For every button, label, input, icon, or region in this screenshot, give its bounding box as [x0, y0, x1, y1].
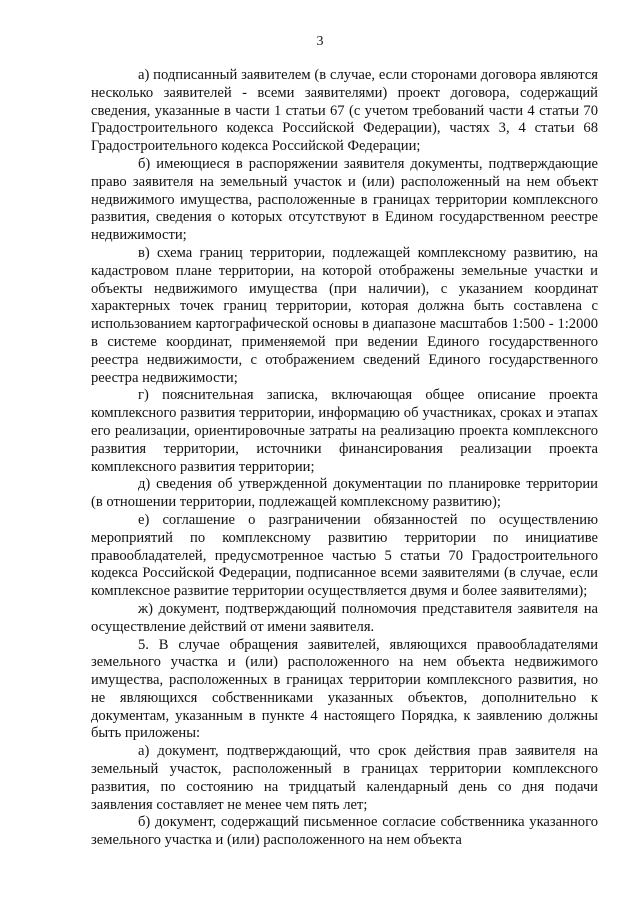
- paragraph-g: г) пояснительная записка, включающая общее описание проекта комплексного развития территории, информацию об участниках, сроках и этапах его реализации, ориентировочные затраты на реализацию проекта комплексного развития территории, источники финансирования реализации проекта комплексного развития территории;: [91, 387, 598, 475]
- paragraph-v: в) схема границ территории, подлежащей комплексному развитию, на кадастровом плане территории, на которой отображены земельные участки и объекты недвижимого имущества (при наличии), с указанием координат характерных точек границ территории, которая должна быть составлена с использованием картографической основы в диапазоне масштабов 1:500 - 1:2000 в системе координат, применяемой при ведении Единого государственного реестра недвижимости, с отображением сведений Единого государственного реестра недвижимости;: [91, 244, 598, 386]
- paragraph-e: е) соглашение о разграничении обязанностей по осуществлению мероприятий по комплексному развитию территории по инициативе правообладателей, предусмотренное частью 5 статьи 70 Градостроительного кодекса Российской Федерации, подписанное всеми заявителями (в случае, если комплексное развитие территории осуществляется двумя и более заявителями);: [91, 511, 598, 600]
- paragraph-d: д) сведения об утвержденной документации по планировке территории (в отношении территории, подлежащей комплексному развитию);: [91, 476, 598, 511]
- paragraph-5a: а) документ, подтверждающий, что срок действия прав заявителя на земельный участок, расположенный в границах территории комплексного развития, по состоянию на тридцатый календарный день со дня подачи заявления составляет не менее чем пять лет;: [91, 743, 598, 813]
- document-body: [91, 67, 598, 850]
- page-number: 3: [316, 34, 324, 49]
- paragraph-5: 5. В случае обращения заявителей, являющихся правообладателями земельного участка и (или) расположенного на нем объекта недвижимого имущества, расположенных в границах территории комплексного развития, но не являющихся собственниками указанных объектов, дополнительно к документам, указанным в пункте 4 настоящего Порядка, к заявлению должны быть приложены:: [91, 636, 598, 742]
- paragraph-5b: б) документ, содержащий письменное согласие собственника указанного земельного участка и (или) расположенного на нем объекта: [91, 814, 598, 849]
- paragraph-b: б) имеющиеся в распоряжении заявителя документы, подтверждающие право заявителя на земельный участок и (или) расположенный на нем объект недвижимого имущества, расположенные в границах территории комплексного развития, сведения о которых отсутствуют в Едином государственном реестре недвижимости;: [91, 155, 598, 244]
- paragraph-zh: ж) документ, подтверждающий полномочия представителя заявителя на осуществление действий от имени заявителя.: [91, 600, 598, 635]
- paragraph-a: а) подписанный заявителем (в случае, если сторонами договора являются несколько заявителей - всеми заявителями) проект договора, содержащий сведения, указанные в части 1 статьи 67 (с учетом требований части 4 статьи 70 Градостроительного кодекса Российской Федерации), частях 3, 4 статьи 68 Градостроительного кодекса Российской Федерации;: [91, 67, 598, 155]
